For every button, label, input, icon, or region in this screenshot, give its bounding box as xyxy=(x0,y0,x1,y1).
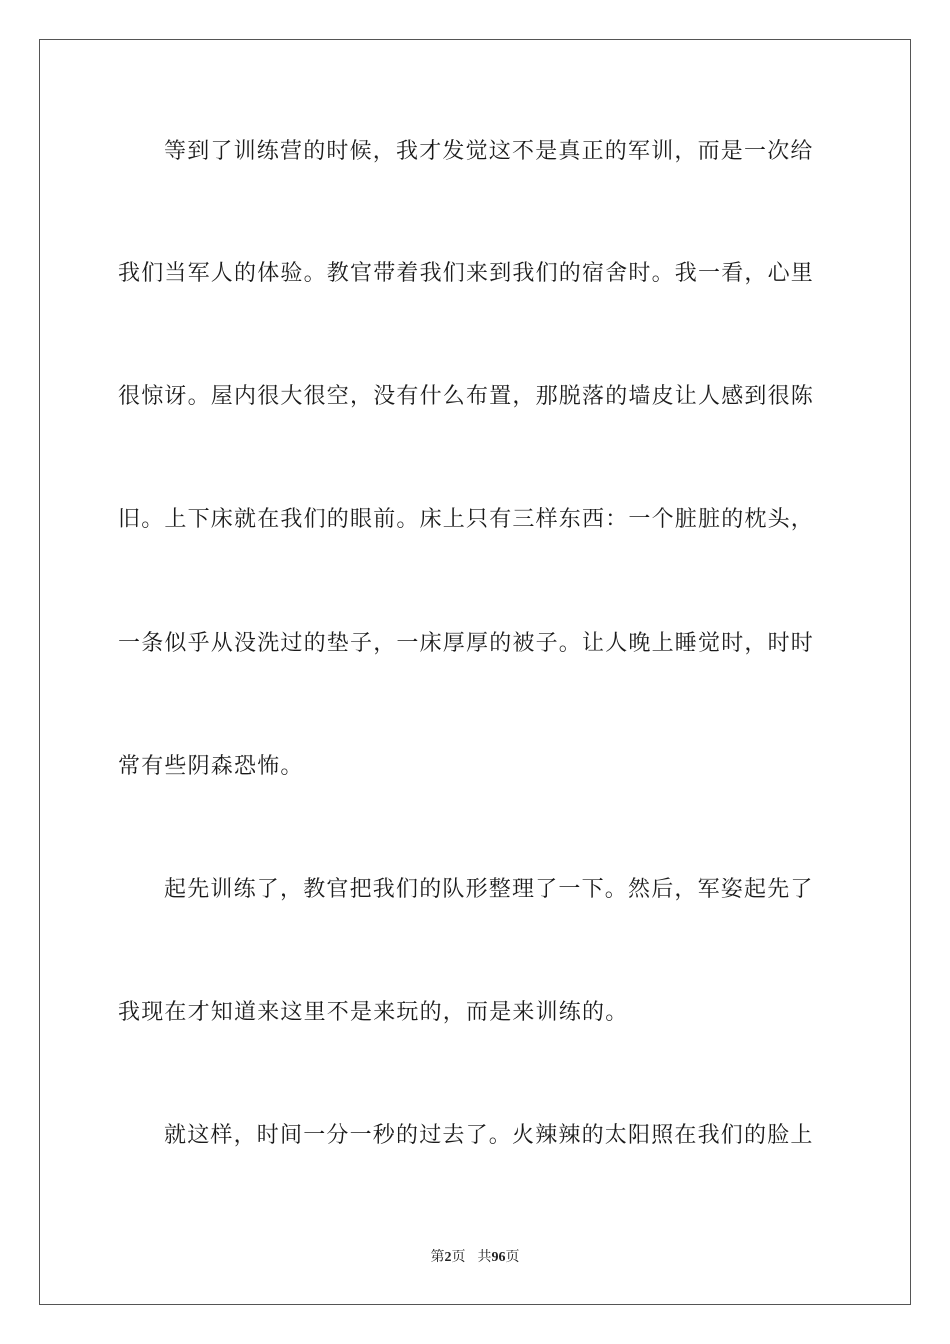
page-border xyxy=(39,39,911,1305)
paragraph-line: 常有些阴森恐怖。 xyxy=(118,754,304,779)
paragraph-line: 等到了训练营的时候，我才发觉这不是真正的军训，而是一次给 xyxy=(164,139,814,164)
page-footer xyxy=(0,1246,950,1266)
paragraph-line: 就这样，时间一分一秒的过去了。火辣辣的太阳照在我们的脸上 xyxy=(164,1123,814,1148)
paragraph-line: 起先训练了，教官把我们的队形整理了一下。然后，军姿起先了 xyxy=(164,877,814,902)
paragraph-line: 一条似乎从没洗过的垫子，一床厚厚的被子。让人晚上睡觉时，时时 xyxy=(118,631,815,656)
total-pages: 96 xyxy=(491,1250,506,1265)
paragraph-line: 我现在才知道来这里不是来玩的，而是来训练的。 xyxy=(118,1000,629,1025)
page-suffix: 页 xyxy=(451,1250,466,1265)
paragraph-line: 旧。上下床就在我们的眼前。床上只有三样东西：一个脏脏的枕头， xyxy=(118,507,815,532)
total-prefix: 共 xyxy=(477,1250,492,1265)
total-suffix: 页 xyxy=(505,1250,520,1265)
paragraph-line: 我们当军人的体验。教官带着我们来到我们的宿舍时。我一看，心里 xyxy=(118,261,815,286)
paragraph-line: 很惊讶。屋内很大很空，没有什么布置，那脱落的墙皮让人感到很陈 xyxy=(118,384,815,409)
page-number: 2 xyxy=(444,1250,452,1265)
page-prefix: 第 xyxy=(430,1250,445,1265)
